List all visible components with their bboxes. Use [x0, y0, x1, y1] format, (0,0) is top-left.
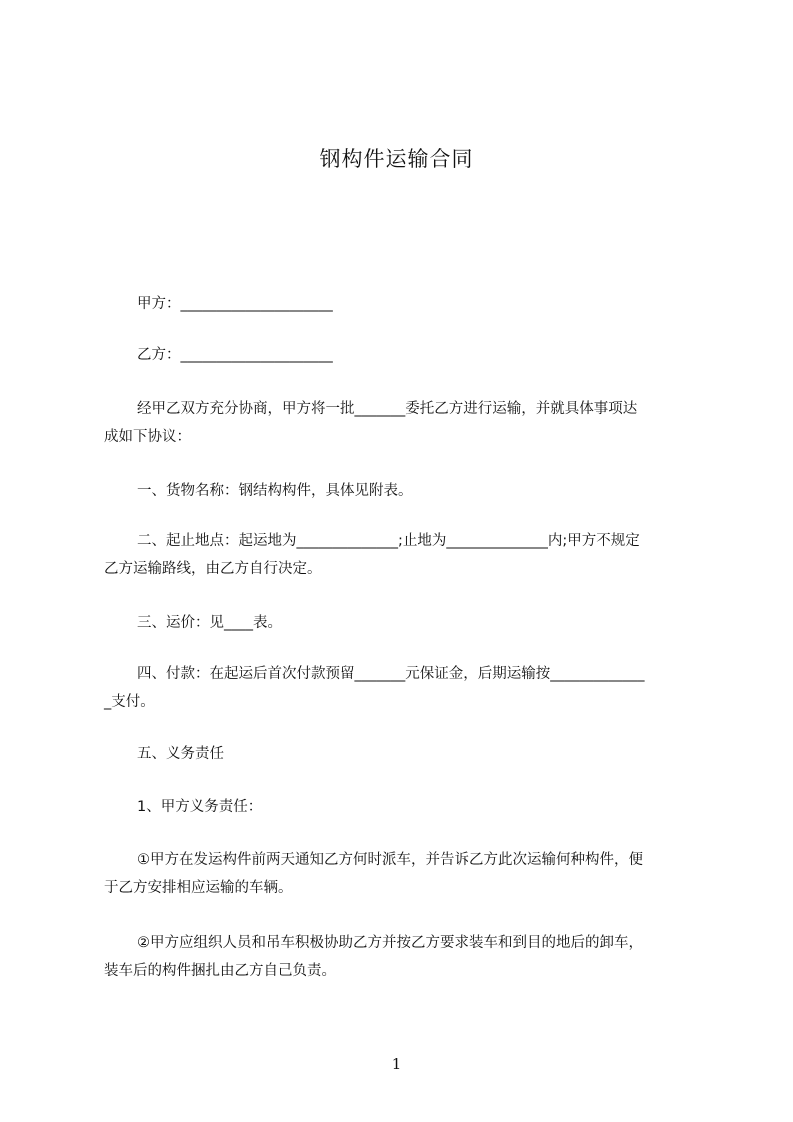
clause-4-line-1: 四、付款：在起运后首次付款预留_______元保证金，后期运输按_____________ [137, 666, 645, 682]
clause-1: 一、货物名称：钢结构构件，具体见附表。 [137, 483, 413, 499]
sub-clause-1-heading: 1、甲方义务责任： [137, 799, 263, 815]
item-1-line-1: ①甲方在发运构件前两天通知乙方何时派车，并告诉乙方此次运输何种构件，便 [137, 852, 643, 868]
clause-4-line-2: _支付。 [104, 694, 155, 710]
item-2-line-1: ②甲方应组织人员和吊车积极协助乙方并按乙方要求装车和到目的地后的卸车， [137, 935, 643, 951]
clause-3: 三、运价：见____表。 [137, 615, 282, 631]
intro-line-1: 经甲乙双方充分协商，甲方将一批_______委托乙方进行运输，并就具体事项达 [137, 401, 638, 417]
item-1-line-2: 于乙方安排相应运输的车辆。 [104, 880, 293, 896]
page-number: 1 [391, 1055, 402, 1073]
clause-2-line-1: 二、起止地点：起运地为______________;止地为______________内;甲方不规定 [137, 533, 640, 549]
intro-line-2: 成如下协议： [104, 429, 191, 445]
party-b-line: 乙方：_____________________ [137, 347, 333, 363]
clause-2-line-2: 乙方运输路线，由乙方自行决定。 [104, 561, 322, 577]
clause-5-heading: 五、义务责任 [137, 746, 224, 762]
party-a-line: 甲方：_____________________ [137, 296, 333, 312]
document-title: 钢构件运输合同 [319, 147, 474, 171]
item-2-line-2: 装车后的构件捆扎由乙方自己负责。 [104, 963, 336, 979]
